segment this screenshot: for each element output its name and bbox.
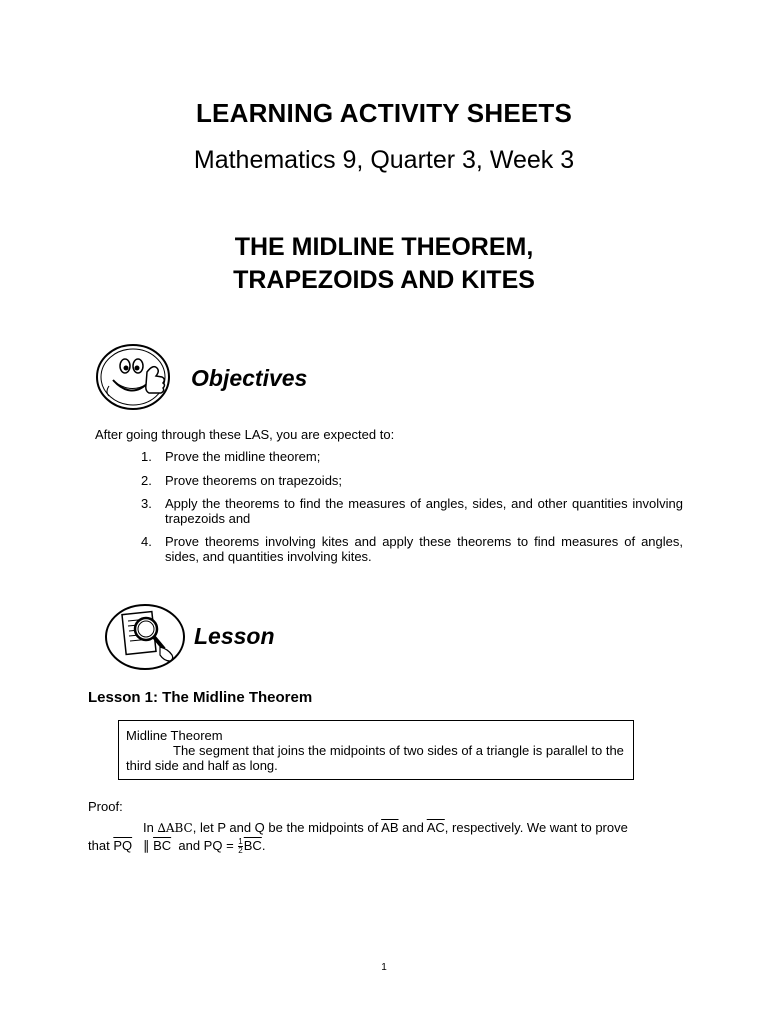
segment-ac: $\overline{AC}$: [426, 820, 445, 835]
fraction-numerator: 1: [238, 837, 243, 847]
page-number: 1: [381, 962, 387, 973]
list-item: [130, 450, 683, 465]
list-item: [130, 474, 683, 489]
segment-pq: $\overline{PQ}$: [113, 838, 133, 853]
objectives-list: [130, 450, 683, 573]
topic-title-line-1: THE MIDLINE THEOREM,: [234, 233, 534, 261]
lesson-heading: Lesson: [194, 623, 275, 649]
objectives-heading: Objectives: [191, 365, 308, 391]
segment-bc: $\overline{BC}$: [153, 838, 172, 853]
list-item-text: Apply the theorems to find the measures of angles, sides, and other quantities involving trapezoids and: [165, 496, 683, 526]
proof-respectively-text: , respectively. We want to prove: [444, 820, 628, 835]
list-number: 1.: [141, 449, 152, 464]
proof-line-2: [88, 838, 265, 855]
list-item: [130, 535, 683, 564]
list-number: 2.: [141, 472, 152, 488]
one-half-fraction: [238, 838, 242, 855]
theorem-box: [118, 720, 634, 780]
proof-that: that: [88, 838, 110, 853]
parallel-symbol: ∥: [142, 838, 150, 853]
segment-ab: $\overline{AB}$: [381, 820, 399, 835]
topic-title-line-2: TRAPEZOIDS AND KITES: [233, 266, 535, 294]
proof-and-pq: and PQ =: [178, 838, 234, 853]
list-item-text: Prove the midline theorem;: [165, 449, 321, 464]
list-item-text: Prove theorems on trapezoids;: [165, 472, 343, 488]
document-title: LEARNING ACTIVITY SHEETS: [195, 98, 573, 128]
list-item-text: Prove theorems involving kites and apply these theorems to find measures of angles, sides, and quantities involving kites.: [165, 534, 683, 564]
magnifying-glass-document-icon: [104, 603, 186, 671]
list-item: [130, 497, 683, 526]
thumbs-up-smiley-icon: [95, 342, 177, 412]
document-subtitle: Mathematics 9, Quarter 3, Week 3: [193, 146, 575, 174]
segment-bc-2: $\overline{BC}$: [243, 838, 262, 853]
proof-period: .: [261, 838, 266, 853]
lesson-1-title: Lesson 1: The Midline Theorem: [88, 689, 313, 706]
theorem-text: The segment that joins the midpoints of two sides of a triangle is parallel to the third side and half as long.: [126, 743, 624, 773]
theorem-title: Midline Theorem: [126, 728, 223, 743]
proof-and: and: [402, 820, 424, 835]
objectives-intro: After going through these LAS, you are expected to:: [95, 427, 395, 442]
proof-line-1: [143, 820, 628, 835]
triangle-abc: ∆ABC: [157, 821, 193, 835]
proof-midpoints-text: , let P and Q be the midpoints of: [192, 820, 379, 835]
proof-in: In: [143, 820, 154, 835]
list-number: 4.: [141, 534, 152, 549]
proof-label: Proof:: [88, 799, 123, 814]
list-number: 3.: [141, 496, 152, 511]
fraction-denominator: 2: [238, 846, 243, 856]
